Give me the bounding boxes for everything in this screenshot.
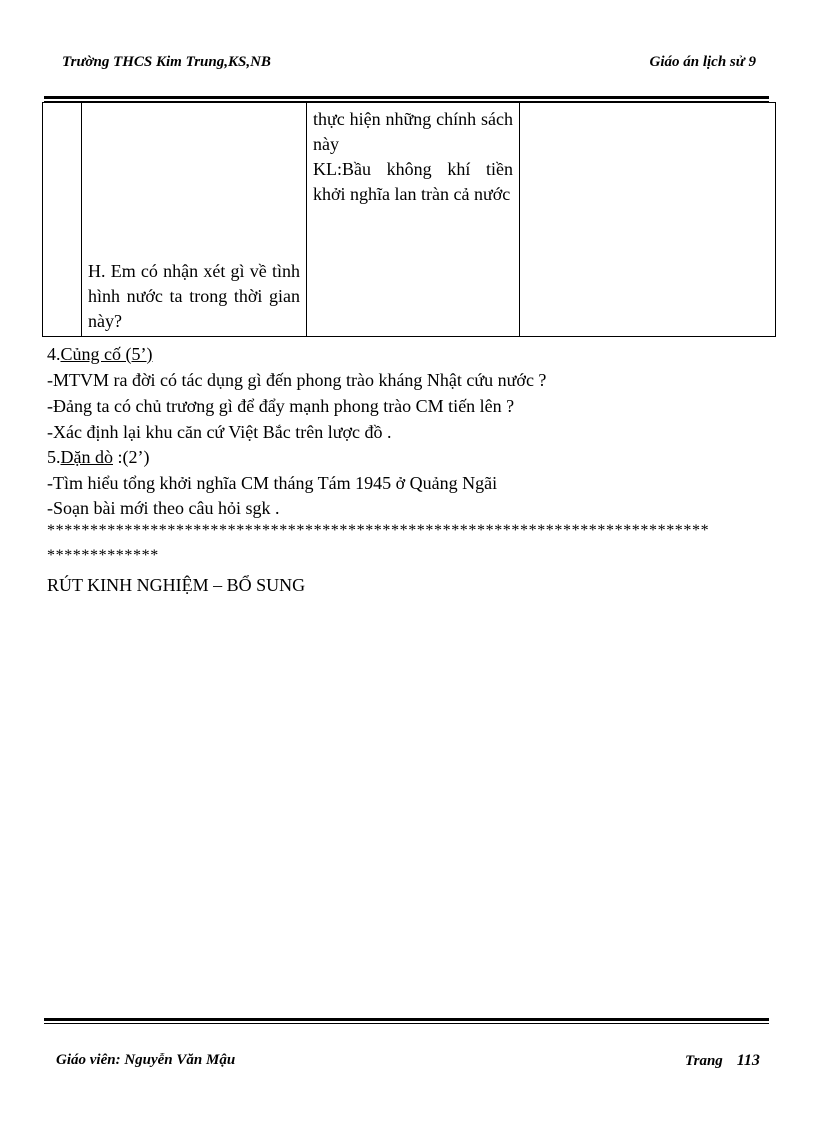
page-indicator (685, 1052, 760, 1070)
section5-line-2: -Soạn bài mới theo câu hỏi sgk . (47, 498, 280, 518)
section5-heading (47, 444, 149, 470)
separator-stars-2: ************* (47, 547, 159, 564)
page-label: Trang (685, 1053, 723, 1069)
section4-number: 4. (47, 344, 61, 364)
section5-suffix: :(2’) (113, 447, 150, 467)
footer-rule-thick (44, 1018, 769, 1021)
section5-number: 5. (47, 447, 61, 467)
subject-title: Giáo án lịch sử 9 (649, 54, 756, 70)
table-cell-index (43, 103, 82, 337)
section4-line-2: -Đảng ta có chủ trương gì để đẩy mạnh phong trào CM tiến lên ? (47, 396, 515, 416)
section4-heading (47, 341, 152, 367)
table-row (43, 103, 776, 337)
table-cell-notes (520, 103, 776, 337)
page-number: 113 (736, 1052, 760, 1069)
student-text-1: thực hiện những chính sách này (313, 109, 513, 154)
table-cell-student-activity (307, 103, 520, 337)
student-conclusion: KL:Bầu không khí tiền khởi nghĩa lan tràn cả nước (313, 159, 513, 204)
section4-title: Củng cố (5’) (60, 344, 153, 364)
section4-line-1: -MTVM ra đời có tác dụng gì đến phong trào kháng Nhật cứu nước ? (47, 370, 547, 390)
section4-line-3: -Xác định lại khu căn cứ Việt Bắc trên lược đồ . (47, 422, 392, 442)
teacher-question: H. Em có nhận xét gì về tình hình nước ta trong thời gian này? (88, 261, 300, 331)
table-cell-teacher-activity (82, 103, 307, 337)
lesson-table (42, 102, 776, 337)
school-name: Trường THCS Kim Trung,KS,NB (62, 54, 271, 70)
separator-stars-1: ***************************************************************************** (47, 522, 710, 539)
section5-title: Dặn dò (60, 447, 113, 467)
experience-heading: RÚT KINH NGHIỆM – BỔ SUNG (47, 575, 306, 595)
teacher-name: Giáo viên: Nguyễn Văn Mậu (56, 1052, 236, 1068)
footer-rule-thin (44, 1023, 769, 1024)
section5-line-1: -Tìm hiểu tổng khởi nghĩa CM tháng Tám 1945 ở Quảng Ngãi (47, 473, 498, 493)
header-rule-thick (44, 96, 769, 99)
